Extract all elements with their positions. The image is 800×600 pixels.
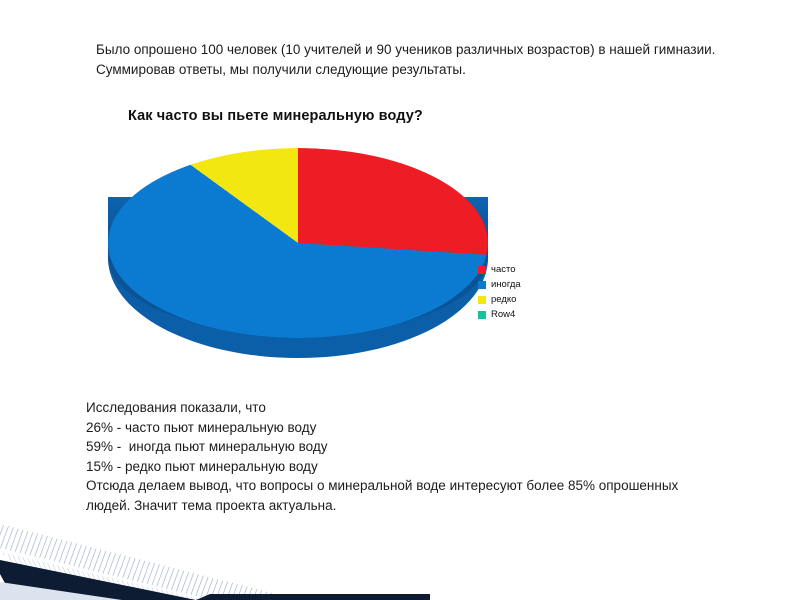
legend-item <box>478 307 588 322</box>
chart-legend <box>478 262 588 322</box>
legend-item <box>478 277 588 292</box>
legend-item <box>478 262 588 277</box>
pie-slices <box>108 148 488 338</box>
conclusion-line: Исследования показали, что <box>86 400 266 415</box>
legend-item-label: Row4 <box>491 309 516 320</box>
intro-paragraph: Было опрошено 100 человек (10 учителей и 90 учеников различных возрастов) в нашей гимназии. Суммировав ответы, мы получили следующие результаты. <box>96 41 716 77</box>
legend-swatch-icon <box>478 281 486 289</box>
legend-item-label: иногда <box>491 279 521 290</box>
legend-item <box>478 292 588 307</box>
conclusion-line: Отсюда делаем вывод, что вопросы о минеральной воде интересуют более 85% опрошенных людей. Значит тема проекта актуальна. <box>86 478 683 513</box>
conclusion-text <box>86 398 726 515</box>
chart-title: Как часто вы пьете минеральную воду? <box>128 108 423 124</box>
legend-item-label: часто <box>491 264 516 275</box>
legend-swatch-icon <box>478 311 486 319</box>
legend-swatch-icon <box>478 266 486 274</box>
pie-top-face <box>108 148 488 338</box>
conclusion-line: 26% - часто пьют минеральную воду <box>86 419 317 435</box>
conclusion-line: 15% - редко пьют минеральную воду <box>86 458 318 474</box>
pie-chart <box>90 135 490 375</box>
legend-swatch-icon <box>478 296 486 304</box>
conclusion-line: 59% - иногда пьют минеральную воду <box>86 439 328 454</box>
legend-item-label: редко <box>491 294 517 305</box>
pie-graphic <box>108 140 488 370</box>
